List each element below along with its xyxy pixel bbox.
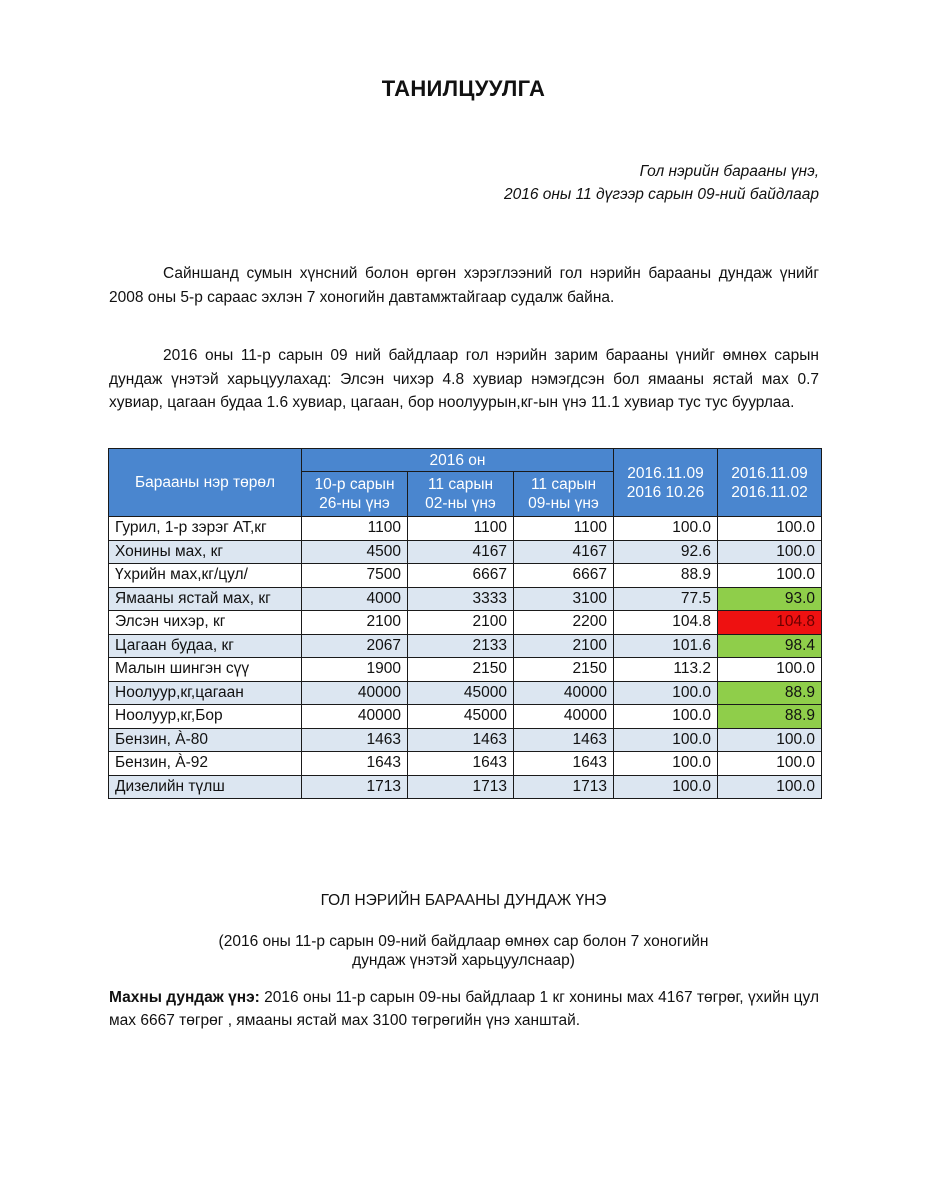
- price-nov02-cell: 2150: [408, 658, 514, 682]
- product-name-cell: Дизелийн түлш: [109, 775, 302, 799]
- table-row: [109, 775, 822, 799]
- table-row: [109, 728, 822, 752]
- index-week-cell: 93.0: [718, 587, 822, 611]
- price-nov09-cell: 3100: [514, 587, 614, 611]
- section-subtitle-line-2: дундаж үнэтэй харьцуулснаар): [352, 952, 575, 969]
- header-index-week: 2016.11.09 2016.11.02: [718, 449, 822, 517]
- index-week-cell: 88.9: [718, 705, 822, 729]
- header-product-name: Барааны нэр төрөл: [109, 449, 302, 517]
- product-name-cell: Цагаан будаа, кг: [109, 634, 302, 658]
- index-month-cell: 100.0: [614, 775, 718, 799]
- price-oct26-cell: 7500: [302, 564, 408, 588]
- index-week-cell: 100.0: [718, 752, 822, 776]
- price-oct26-cell: 2100: [302, 611, 408, 635]
- index-month-cell: 92.6: [614, 540, 718, 564]
- product-name-cell: Элсэн чихэр, кг: [109, 611, 302, 635]
- price-oct26-cell: 2067: [302, 634, 408, 658]
- index-week-cell: 100.0: [718, 775, 822, 799]
- meat-price-text: 2016 оны 11-р сарын 09-ны байдлаар 1 кг хонины мах 4167 төгрөг, үхийн цул мах 6667 төгрөг , ямааны ястай мах 3100 төгрөгийн үнэ ханштай.: [109, 989, 820, 1029]
- index-week-cell: 100.0: [718, 517, 822, 541]
- header-price-oct26: 10-р сарын 26-ны үнэ: [302, 472, 408, 517]
- price-nov09-cell: 2100: [514, 634, 614, 658]
- price-nov09-cell: 40000: [514, 681, 614, 705]
- table-row: [109, 752, 822, 776]
- header-year-group: 2016 он: [302, 449, 614, 472]
- meat-price-paragraph: [109, 986, 819, 1032]
- price-oct26-cell: 1713: [302, 775, 408, 799]
- price-nov02-cell: 1100: [408, 517, 514, 541]
- intro-paragraph: [109, 262, 819, 309]
- summary-paragraph: [109, 344, 819, 415]
- document-title: ТАНИЛЦУУЛГА: [381, 76, 546, 101]
- subtitle-line-2: 2016 оны 11 дүгээр сарын 09-ний байдлаар: [503, 186, 819, 203]
- index-week-cell: 88.9: [718, 681, 822, 705]
- price-nov02-cell: 2133: [408, 634, 514, 658]
- meat-price-lead: Махны дундаж үнэ:: [109, 989, 260, 1006]
- table-row: [109, 587, 822, 611]
- price-oct26-cell: 40000: [302, 705, 408, 729]
- header-price-nov02: 11 сарын 02-ны үнэ: [408, 472, 514, 517]
- product-name-cell: Ноолуур,кг,цагаан: [109, 681, 302, 705]
- price-nov09-cell: 1643: [514, 752, 614, 776]
- product-name-cell: Үхрийн мах,кг/цул/: [109, 564, 302, 588]
- index-month-cell: 77.5: [614, 587, 718, 611]
- price-oct26-cell: 1463: [302, 728, 408, 752]
- price-nov02-cell: 45000: [408, 681, 514, 705]
- index-week-cell: 100.0: [718, 658, 822, 682]
- price-nov09-cell: 6667: [514, 564, 614, 588]
- summary-paragraph-text: 2016 оны 11-р сарын 09 ний байдлаар гол нэрийн зарим барааны үнийг өмнөх сарын дундаж үнэтэй харьцуулахад: Элсэн чихэр 4.8 хувиар нэмэгдсэн бол ямааны ястай мах 0.7 хувиар, цагаан будаа 1.6 хувиар, цагаан, бор ноолуурын,кг-ын үнэ 11.1 хувиар тус тус буурлаа.: [109, 347, 819, 411]
- index-month-cell: 100.0: [614, 681, 718, 705]
- table-row: [109, 634, 822, 658]
- index-month-cell: 100.0: [614, 728, 718, 752]
- section-subtitle-line-1: (2016 оны 11-р сарын 09-ний байдлаар өмнөх сар болон 7 хоногийн: [218, 933, 709, 950]
- table-row: [109, 611, 822, 635]
- price-oct26-cell: 1900: [302, 658, 408, 682]
- product-name-cell: Ноолуур,кг,Бор: [109, 705, 302, 729]
- index-week-cell: 100.0: [718, 728, 822, 752]
- product-name-cell: Бензин, À-80: [109, 728, 302, 752]
- price-nov09-cell: 2150: [514, 658, 614, 682]
- price-nov09-cell: 4167: [514, 540, 614, 564]
- price-oct26-cell: 1643: [302, 752, 408, 776]
- price-nov02-cell: 6667: [408, 564, 514, 588]
- index-week-cell: 98.4: [718, 634, 822, 658]
- index-week-cell: 100.0: [718, 564, 822, 588]
- index-month-cell: 100.0: [614, 705, 718, 729]
- price-table: [108, 448, 822, 799]
- index-month-cell: 113.2: [614, 658, 718, 682]
- table-row: [109, 564, 822, 588]
- price-nov09-cell: 40000: [514, 705, 614, 729]
- price-oct26-cell: 1100: [302, 517, 408, 541]
- index-week-cell: 104.8: [718, 611, 822, 635]
- product-name-cell: Хонины мах, кг: [109, 540, 302, 564]
- price-oct26-cell: 40000: [302, 681, 408, 705]
- price-nov02-cell: 3333: [408, 587, 514, 611]
- price-nov02-cell: 1463: [408, 728, 514, 752]
- product-name-cell: Гурил, 1-р зэрэг АТ,кг: [109, 517, 302, 541]
- price-nov02-cell: 2100: [408, 611, 514, 635]
- price-nov02-cell: 4167: [408, 540, 514, 564]
- price-oct26-cell: 4500: [302, 540, 408, 564]
- price-nov02-cell: 1713: [408, 775, 514, 799]
- index-month-cell: 101.6: [614, 634, 718, 658]
- product-name-cell: Малын шингэн сүү: [109, 658, 302, 682]
- index-month-cell: 100.0: [614, 517, 718, 541]
- table-row: [109, 658, 822, 682]
- product-name-cell: Бензин, À-92: [109, 752, 302, 776]
- table-row: [109, 517, 822, 541]
- price-nov02-cell: 1643: [408, 752, 514, 776]
- price-oct26-cell: 4000: [302, 587, 408, 611]
- document-subtitle: [504, 160, 819, 206]
- section-title: ГОЛ НЭРИЙН БАРААНЫ ДУНДАЖ ҮНЭ: [320, 892, 607, 909]
- subtitle-line-1: Гол нэрийн барааны үнэ,: [639, 163, 819, 180]
- index-month-cell: 88.9: [614, 564, 718, 588]
- table-row: [109, 540, 822, 564]
- price-nov02-cell: 45000: [408, 705, 514, 729]
- section-subtitle: [0, 932, 927, 970]
- table-row: [109, 681, 822, 705]
- price-nov09-cell: 1463: [514, 728, 614, 752]
- table-row: [109, 705, 822, 729]
- index-month-cell: 100.0: [614, 752, 718, 776]
- header-index-month: 2016.11.09 2016 10.26: [614, 449, 718, 517]
- price-nov09-cell: 2200: [514, 611, 614, 635]
- price-table-body: [109, 517, 822, 799]
- price-nov09-cell: 1713: [514, 775, 614, 799]
- index-month-cell: 104.8: [614, 611, 718, 635]
- index-week-cell: 100.0: [718, 540, 822, 564]
- intro-paragraph-text: Сайншанд сумын хүнсний болон өргөн хэрэглээний гол нэрийн барааны дундаж үнийг 2008 оны 5-р сараас эхлэн 7 хоногийн давтамжтайгаар судалж байна.: [109, 265, 819, 306]
- header-price-nov09: 11 сарын 09-ны үнэ: [514, 472, 614, 517]
- price-nov09-cell: 1100: [514, 517, 614, 541]
- product-name-cell: Ямааны ястай мах, кг: [109, 587, 302, 611]
